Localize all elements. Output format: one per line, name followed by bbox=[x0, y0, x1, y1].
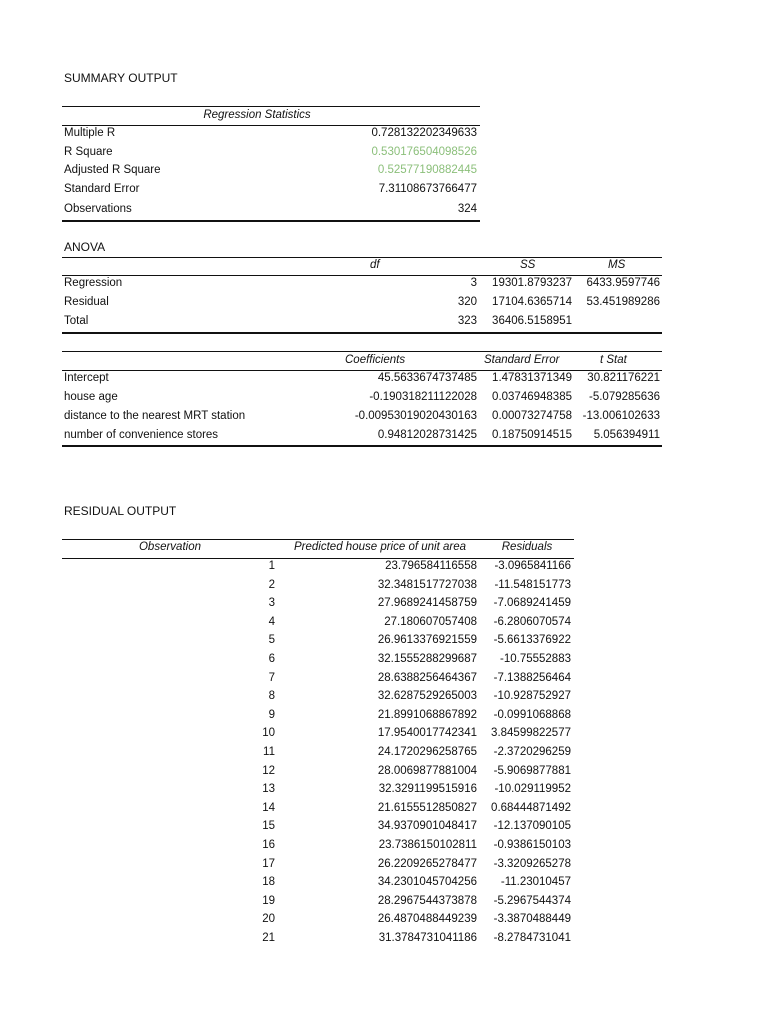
residual-obs: 18 bbox=[262, 876, 275, 888]
residual-value: -12.137090105 bbox=[493, 820, 571, 832]
anova-df: 323 bbox=[457, 315, 477, 327]
residual-header-pred: Predicted house price of unit area bbox=[294, 541, 466, 553]
residual-pred: 17.9540017742341 bbox=[377, 727, 477, 739]
residual-obs: 16 bbox=[262, 839, 275, 851]
anova-title: ANOVA bbox=[64, 240, 106, 254]
residual-pred: 31.3784731041186 bbox=[378, 932, 477, 944]
residual-value: 3.84599822577 bbox=[491, 727, 571, 739]
residual-pred: 21.8991068867892 bbox=[377, 709, 477, 721]
residual-obs: 11 bbox=[263, 746, 275, 758]
regstats-label: Standard Error bbox=[64, 183, 140, 195]
residual-pred: 28.2967544373878 bbox=[377, 895, 477, 907]
residual-value: -10.928752927 bbox=[493, 690, 571, 702]
regstats-label: Observations bbox=[64, 203, 132, 215]
residual-value: -3.0965841166 bbox=[494, 560, 571, 572]
residual-title: RESIDUAL OUTPUT bbox=[64, 504, 177, 518]
residual-pred: 32.3291199515916 bbox=[378, 783, 477, 795]
anova-df: 320 bbox=[457, 296, 477, 308]
coef-bottom-rule bbox=[62, 445, 662, 447]
residual-value: -3.3209265278 bbox=[493, 858, 571, 870]
regstats-value: 0.530176504098526 bbox=[371, 146, 477, 158]
coef-header-t: t Stat bbox=[600, 354, 627, 366]
residual-value: -5.9069877881 bbox=[493, 765, 571, 777]
anova-ss: 19301.8793237 bbox=[492, 277, 572, 289]
regstats-header-rule bbox=[62, 125, 480, 126]
residual-obs: 17 bbox=[262, 858, 275, 870]
residual-value: -7.0689241459 bbox=[493, 597, 571, 609]
anova-top-rule bbox=[62, 257, 662, 258]
residual-obs: 9 bbox=[268, 709, 275, 721]
residual-value: -10.75552883 bbox=[500, 653, 571, 665]
regstats-label: R Square bbox=[64, 146, 113, 158]
residual-obs: 12 bbox=[262, 765, 275, 777]
coef-label: distance to the nearest MRT station bbox=[64, 410, 246, 422]
residual-obs: 10 bbox=[262, 727, 275, 739]
residual-obs: 2 bbox=[268, 579, 275, 591]
residual-value: -3.3870488449 bbox=[493, 913, 571, 925]
anova-label: Regression bbox=[64, 277, 123, 289]
residual-obs: 21 bbox=[262, 932, 275, 944]
anova-header-ms: MS bbox=[608, 259, 626, 271]
residual-header-res: Residuals bbox=[501, 541, 553, 553]
residual-pred: 27.180607057408 bbox=[384, 616, 477, 628]
residual-pred: 26.2209265278477 bbox=[377, 858, 477, 870]
residual-obs: 1 bbox=[268, 560, 275, 572]
regstats-value: 0.52577190882445 bbox=[377, 164, 477, 176]
residual-obs: 3 bbox=[268, 597, 275, 609]
coef-t: -13.006102633 bbox=[582, 410, 660, 422]
anova-header-ss: SS bbox=[520, 259, 536, 271]
regstats-bottom-rule bbox=[62, 220, 480, 222]
residual-value: -8.2784731041 bbox=[493, 932, 571, 944]
residual-value: -2.3720296259 bbox=[493, 746, 571, 758]
anova-ss: 36406.5158951 bbox=[492, 315, 572, 327]
residual-obs: 14 bbox=[262, 802, 275, 814]
anova-header-rule bbox=[62, 275, 662, 276]
residual-value: -0.9386150103 bbox=[493, 839, 571, 851]
coef-header-rule bbox=[62, 370, 662, 371]
anova-label: Residual bbox=[64, 296, 109, 308]
coef-header-se: Standard Error bbox=[484, 354, 560, 366]
residual-value: -11.548151773 bbox=[494, 579, 571, 591]
residual-pred: 23.7386150102811 bbox=[378, 839, 477, 851]
coef-label: number of convenience stores bbox=[64, 429, 219, 441]
residual-value: -6.2806070574 bbox=[493, 616, 571, 628]
coef-value: 45.5633674737485 bbox=[377, 372, 477, 384]
residual-obs: 13 bbox=[262, 783, 275, 795]
coef-label: Intercept bbox=[64, 372, 109, 384]
residual-top-rule bbox=[62, 539, 574, 540]
regstats-top-rule bbox=[62, 106, 480, 107]
residual-obs: 5 bbox=[268, 634, 275, 646]
residual-pred: 27.9689241458759 bbox=[377, 597, 477, 609]
coef-se: 0.00073274758 bbox=[492, 410, 572, 422]
residual-value: -10.029119952 bbox=[494, 783, 571, 795]
coef-header-coef: Coefficients bbox=[345, 354, 406, 366]
regstats-value: 0.728132202349633 bbox=[371, 127, 477, 139]
regstats-header: Regression Statistics bbox=[203, 109, 311, 121]
residual-pred: 34.9370901048417 bbox=[377, 820, 477, 832]
regstats-value: 7.31108673766477 bbox=[378, 183, 477, 195]
residual-pred: 34.2301045704256 bbox=[377, 876, 477, 888]
anova-df: 3 bbox=[470, 277, 477, 289]
anova-ss: 17104.6365714 bbox=[492, 296, 572, 308]
regstats-label: Adjusted R Square bbox=[64, 164, 161, 176]
residual-value: -5.6613376922 bbox=[493, 634, 571, 646]
residual-obs: 15 bbox=[262, 820, 275, 832]
residual-obs: 4 bbox=[268, 616, 275, 628]
coef-t: 30.821176221 bbox=[587, 372, 660, 384]
summary-title: SUMMARY OUTPUT bbox=[64, 71, 178, 85]
residual-pred: 23.796584116558 bbox=[385, 560, 477, 572]
regstats-value: 324 bbox=[457, 203, 477, 215]
residual-value: -7.1388256464 bbox=[493, 672, 571, 684]
residual-pred: 32.1555288299687 bbox=[377, 653, 477, 665]
residual-pred: 28.0069877881004 bbox=[377, 765, 477, 777]
coef-se: 1.47831371349 bbox=[492, 372, 572, 384]
residual-obs: 20 bbox=[262, 913, 275, 925]
residual-pred: 21.6155512850827 bbox=[377, 802, 477, 814]
residual-header-rule bbox=[62, 558, 574, 559]
residual-obs: 7 bbox=[268, 672, 275, 684]
anova-ms: 53.451989286 bbox=[586, 296, 660, 308]
residual-obs: 19 bbox=[262, 895, 275, 907]
residual-header-obs: Observation bbox=[138, 541, 201, 553]
residual-value: -0.0991068868 bbox=[493, 709, 571, 721]
coef-se: 0.03746948385 bbox=[492, 391, 572, 403]
anova-header-df: df bbox=[370, 259, 380, 271]
residual-obs: 8 bbox=[268, 690, 275, 702]
residual-pred: 24.1720296258765 bbox=[377, 746, 477, 758]
coef-top-rule bbox=[62, 351, 662, 352]
anova-label: Total bbox=[64, 315, 89, 327]
coef-value: -0.190318211122028 bbox=[369, 391, 477, 403]
regstats-label: Multiple R bbox=[64, 127, 116, 139]
anova-ms: 6433.9597746 bbox=[586, 277, 660, 289]
coef-value: -0.00953019020430163 bbox=[354, 410, 477, 422]
coef-t: 5.056394911 bbox=[593, 429, 660, 441]
residual-pred: 26.4870488449239 bbox=[377, 913, 477, 925]
coef-se: 0.18750914515 bbox=[492, 429, 572, 441]
coef-value: 0.94812028731425 bbox=[377, 429, 477, 441]
coef-t: -5.079285636 bbox=[589, 391, 660, 403]
residual-pred: 32.6287529265003 bbox=[377, 690, 477, 702]
residual-value: -11.23010457 bbox=[500, 876, 571, 888]
residual-value: 0.68444871492 bbox=[491, 802, 571, 814]
anova-bottom-rule bbox=[62, 332, 662, 334]
residual-pred: 28.6388256464367 bbox=[377, 672, 477, 684]
residual-pred: 26.9613376921559 bbox=[377, 634, 477, 646]
residual-value: -5.2967544374 bbox=[493, 895, 571, 907]
coef-label: house age bbox=[64, 391, 118, 403]
residual-pred: 32.3481517727038 bbox=[377, 579, 477, 591]
residual-obs: 6 bbox=[268, 653, 275, 665]
